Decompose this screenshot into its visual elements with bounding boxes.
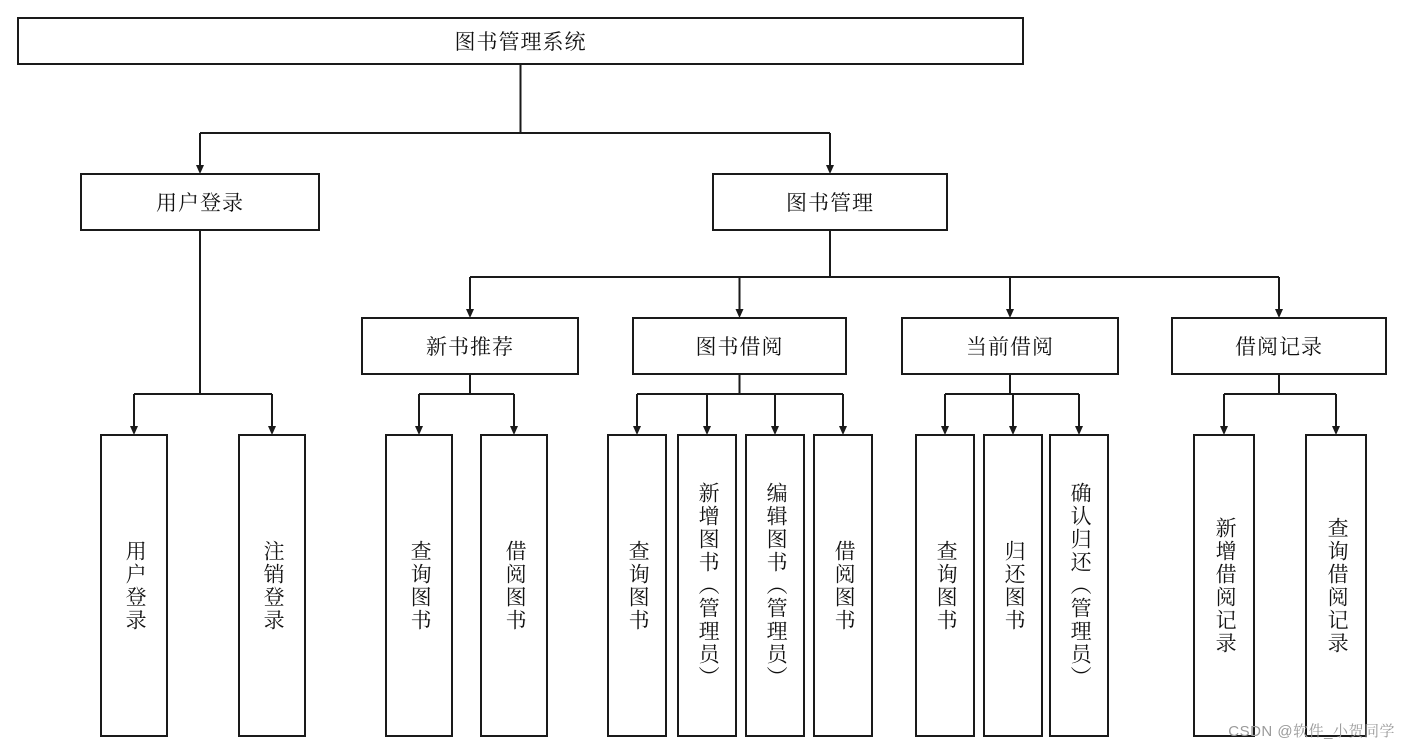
node-borrowbook1 [480,434,548,737]
node-label: 新增图书（管理员） [696,482,720,689]
node-queryrecord [1305,434,1367,737]
node-newbook [361,317,579,375]
node-label: 当前借阅 [966,336,1054,359]
node-querybook3 [915,434,975,737]
node-label: 查询图书 [626,539,650,632]
node-label: 借阅图书 [503,539,527,632]
node-borrow [632,317,847,375]
node-login [80,173,320,231]
node-label: 新书推荐 [426,336,514,359]
node-label: 新增借阅记录 [1213,516,1237,655]
node-label: 借阅图书 [832,539,856,632]
node-logout [238,434,306,737]
node-label: 注销登录 [261,539,285,632]
node-current [901,317,1119,375]
node-label: 用户登录 [123,539,147,632]
node-label: 用户登录 [156,192,244,215]
node-bookmgmt [712,173,948,231]
node-label: 图书管理系统 [454,31,587,54]
node-root [17,17,1024,65]
watermark: CSDN @软件_小贺同学 [1228,723,1395,740]
node-label: 查询图书 [408,539,432,632]
node-querybook2 [607,434,667,737]
node-record [1171,317,1387,375]
node-label: 编辑图书（管理员） [764,482,788,689]
node-label: 图书借阅 [695,336,784,359]
node-label: 归还图书 [1002,539,1026,632]
node-editbook [745,434,805,737]
node-userlogin [100,434,168,737]
node-addbook [677,434,737,737]
node-label: 确认归还（管理员） [1068,482,1092,689]
node-label: 借阅记录 [1235,336,1323,359]
node-label: 图书管理 [786,192,874,215]
node-borrowbook2 [813,434,873,737]
node-label: 查询图书 [934,539,958,632]
node-label: 查询借阅记录 [1325,516,1349,655]
node-returnbook [983,434,1043,737]
node-querybook1 [385,434,453,737]
node-addrecord [1193,434,1255,737]
node-confirm [1049,434,1109,737]
